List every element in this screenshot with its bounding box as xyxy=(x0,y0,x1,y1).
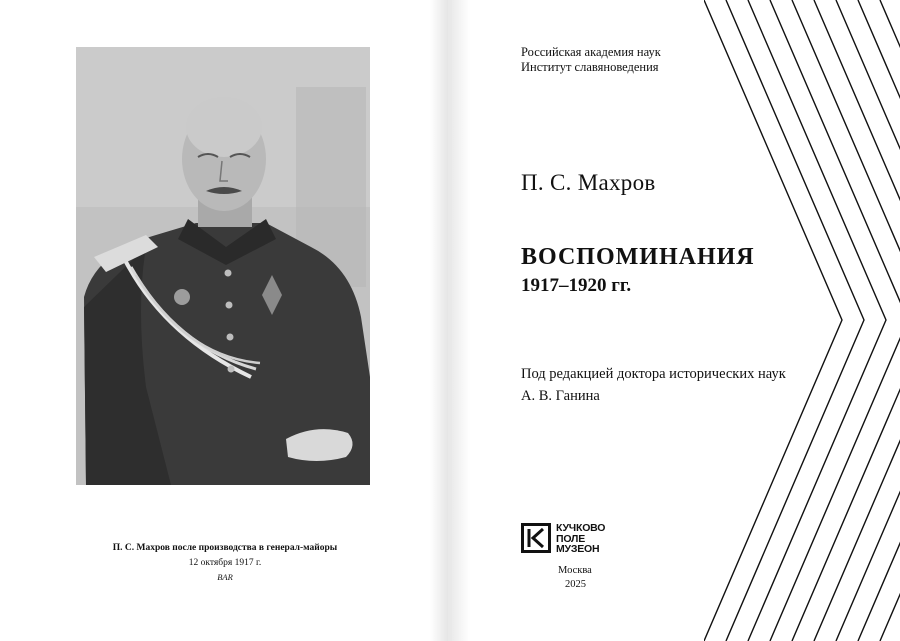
left-page xyxy=(0,0,448,641)
publisher-name xyxy=(556,523,605,555)
publisher-logo-icon xyxy=(521,523,551,553)
publisher-name-line-1: КУЧКОВО xyxy=(556,522,606,534)
book-title: ВОСПОМИНАНИЯ xyxy=(521,244,755,270)
gutter-shadow-right xyxy=(452,0,470,641)
portrait-photo xyxy=(76,47,370,485)
gutter-shadow-left xyxy=(430,0,448,641)
publication-city: Москва xyxy=(558,565,592,576)
publisher-logo xyxy=(521,523,641,559)
publisher-name-line-2: ПОЛЕ xyxy=(556,532,586,545)
institution-line-1: Российская академия наук xyxy=(521,45,661,59)
book-years: 1917–1920 гг. xyxy=(521,275,632,296)
publication-year: 2025 xyxy=(565,579,586,590)
editor-line-2: А. В. Ганина xyxy=(521,388,600,404)
editor-line-1: Под редакцией доктора исторических наук xyxy=(521,366,786,382)
publisher-name-line-3: МУЗЕОН xyxy=(556,543,600,555)
decorative-chevron-lines xyxy=(704,0,900,641)
institution-line-2: Институт славяноведения xyxy=(521,60,659,74)
right-page xyxy=(452,0,900,641)
photo-caption-source: BAR xyxy=(217,572,233,582)
author-name: П. С. Махров xyxy=(521,170,656,195)
photo-caption-title: П. С. Махров после производства в генерал-майоры xyxy=(112,543,338,553)
photo-caption-date: 12 октября 1917 г. xyxy=(188,558,262,568)
